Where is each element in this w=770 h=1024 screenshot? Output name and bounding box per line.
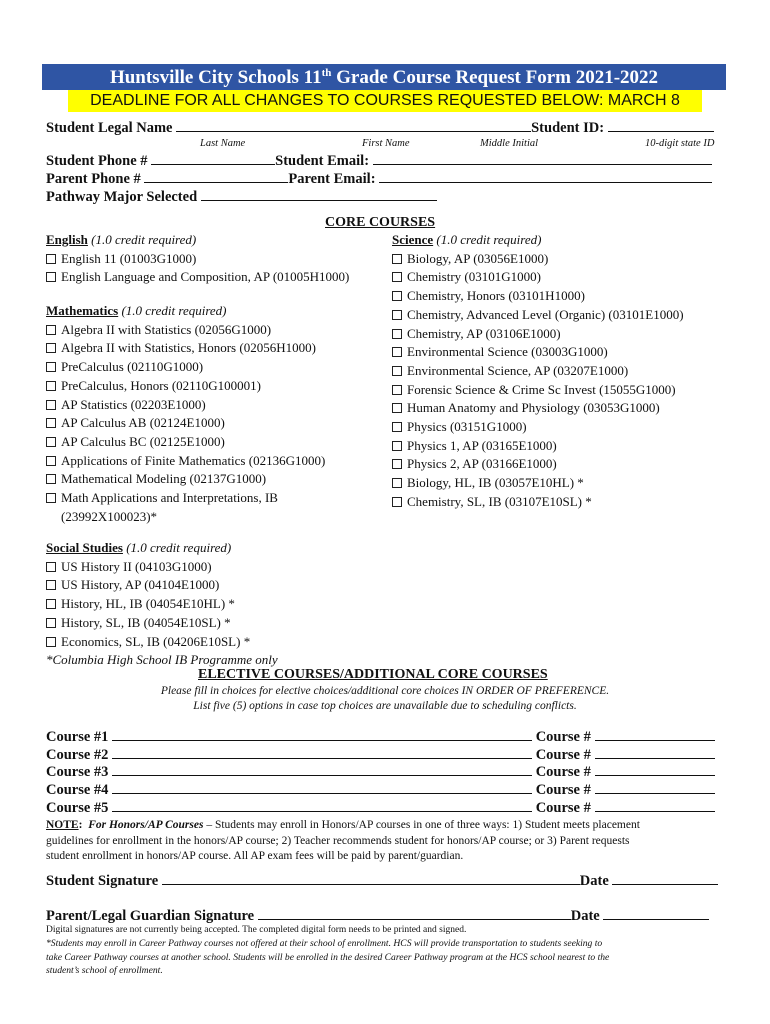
course-label: AP Calculus AB (02124E1000) <box>61 415 225 431</box>
course-label: Mathematical Modeling (02137G1000) <box>61 471 267 487</box>
parent-email-field[interactable] <box>379 182 712 183</box>
course-label: Physics 2, AP (03166E1000) <box>407 456 557 472</box>
list-item[interactable] <box>392 474 684 493</box>
course-label: PreCalculus (02110G1000) <box>61 359 204 375</box>
course-label: Biology, AP (03056E1000) <box>407 250 549 266</box>
course-name-field[interactable] <box>112 811 532 812</box>
math-title: Mathematics <box>46 303 119 318</box>
course-label: Course #5 <box>46 799 109 816</box>
student-signature-label: Student Signature <box>46 873 159 889</box>
course-number-label: Course # <box>535 746 591 763</box>
pathway-label: Pathway Major Selected <box>46 189 198 205</box>
course-label: Course #2 <box>46 746 109 763</box>
list-item[interactable] <box>392 418 684 437</box>
student-phone-label: Student Phone # <box>46 153 148 169</box>
course-label: Algebra II with Statistics (02056G1000) <box>61 321 272 337</box>
pathway-note-line-2: take Career Pathway courses at another school. Students will be enrolled in the desired Career Pathway program at the HCS school nearest to the <box>46 951 610 963</box>
checkbox[interactable] <box>392 478 402 488</box>
checkbox[interactable] <box>392 459 402 469</box>
checkbox[interactable] <box>46 381 56 391</box>
list-item[interactable] <box>46 595 278 614</box>
student-signature-field[interactable] <box>162 884 580 885</box>
student-email-field[interactable] <box>373 164 712 165</box>
list-item[interactable] <box>46 268 349 287</box>
course-label: History, HL, IB (04054E10HL) * <box>61 596 235 612</box>
course-label: Forensic Science & Crime Sc Invest (15055G1000) <box>407 381 676 397</box>
electives-instruction-2: List five (5) options in case top choices are unavailable due to scheduling conflicts. <box>193 700 577 712</box>
social-studies-title: Social Studies <box>46 540 123 555</box>
course-number-field[interactable] <box>595 740 715 741</box>
checkbox[interactable] <box>392 254 402 264</box>
course-number-label: Course # <box>535 799 591 816</box>
course-label: Course #4 <box>46 782 109 799</box>
list-item[interactable] <box>46 489 325 508</box>
course-number-field[interactable] <box>595 811 715 812</box>
list-item[interactable] <box>46 576 278 595</box>
parent-date-field[interactable] <box>603 919 709 920</box>
student-name-field[interactable] <box>176 131 531 132</box>
checkbox[interactable] <box>46 325 56 335</box>
course-label: AP Calculus BC (02125E1000) <box>61 433 225 449</box>
list-item[interactable] <box>392 343 684 362</box>
form-title-banner <box>42 64 726 90</box>
course-name-field[interactable] <box>112 758 532 759</box>
note-line-2: guidelines for enrollment in the honors/AP course; 2) Teacher recommends student for honors/AP course; or 3) Parent requests <box>46 834 630 847</box>
student-contact-row <box>46 153 712 170</box>
note-colon: : <box>78 819 83 831</box>
list-item-continuation: (23992X100023)* <box>61 508 158 524</box>
social-studies-section <box>46 539 278 670</box>
student-email-label: Student Email: <box>275 153 370 169</box>
course-label: Biology, HL, IB (03057E10HL) * <box>407 475 584 491</box>
course-label: Chemistry, Advanced Level (Organic) (03101E1000) <box>407 306 684 322</box>
course-label: PreCalculus, Honors (02110G100001) <box>61 377 261 393</box>
checkbox[interactable] <box>46 418 56 428</box>
parent-signature-label: Parent/Legal Guardian Signature <box>46 908 255 924</box>
course-label: US History II (04103G1000) <box>61 558 212 574</box>
list-item[interactable] <box>392 381 684 400</box>
checkbox[interactable] <box>46 362 56 372</box>
list-item[interactable] <box>46 452 325 471</box>
student-signature-row <box>46 873 718 890</box>
student-date-field[interactable] <box>612 884 718 885</box>
checkbox[interactable] <box>46 493 56 503</box>
course-label: English 11 (01003G1000) <box>61 250 197 266</box>
checkbox[interactable] <box>46 562 56 572</box>
list-item[interactable] <box>392 437 684 456</box>
course-label: Economics, SL, IB (04206E10SL) * <box>61 633 251 649</box>
checkbox[interactable] <box>46 272 56 282</box>
checkbox[interactable] <box>392 366 402 376</box>
electives-heading: ELECTIVE COURSES/ADDITIONAL CORE COURSES <box>198 667 548 682</box>
note-line-3: student enrollment in honors/AP course. All AP exam fees will be paid by parent/guardian. <box>46 850 464 862</box>
science-title: Science <box>392 232 434 247</box>
course-number-field[interactable] <box>595 793 715 794</box>
checkbox[interactable] <box>392 385 402 395</box>
course-label: AP Statistics (02203E1000) <box>61 396 206 412</box>
parent-contact-row <box>46 171 712 188</box>
course-label: Applications of Finite Mathematics (02136G1000) <box>61 452 326 468</box>
title-rest: Grade Course Request Form 2021-2022 <box>331 67 659 88</box>
pathway-row <box>46 189 437 206</box>
english-section <box>46 231 349 287</box>
checkbox[interactable] <box>46 474 56 484</box>
list-item[interactable] <box>392 306 684 325</box>
course-label: Algebra II with Statistics, Honors (02056H1000) <box>61 340 316 356</box>
pathway-field[interactable] <box>201 200 437 201</box>
checkbox[interactable] <box>392 497 402 507</box>
parent-phone-field[interactable] <box>144 182 288 183</box>
title-superscript: th <box>321 67 332 79</box>
digital-signature-note: Digital signatures are not currently being accepted. The completed digital form needs to be printed and signed. <box>46 925 467 935</box>
course-number-label: Course # <box>535 764 591 781</box>
course-label: Environmental Science, AP (03207E1000) <box>407 362 629 378</box>
pathway-note-line-1: *Students may enroll in Career Pathway courses not offered at their school of enrollment. HCS will provide transportation to students seeking to <box>46 938 603 949</box>
middle-initial-caption: Middle Initial <box>480 138 539 149</box>
course-label: Chemistry, Honors (03101H1000) <box>407 288 585 304</box>
course-label: Math Applications and Interpretations, IB <box>61 490 278 506</box>
checkbox[interactable] <box>46 343 56 353</box>
date-label: Date <box>579 873 609 889</box>
first-name-caption: First Name <box>362 138 410 149</box>
title-main: Huntsville City Schools 11 <box>109 67 322 88</box>
elective-row <box>46 782 715 800</box>
checkbox[interactable] <box>46 400 56 410</box>
list-item[interactable] <box>46 396 325 415</box>
list-item[interactable] <box>392 268 684 287</box>
list-item[interactable] <box>392 325 684 344</box>
student-id-label: Student ID: <box>531 120 605 136</box>
list-item[interactable] <box>392 399 684 418</box>
math-section <box>46 302 325 526</box>
course-name-field[interactable] <box>112 793 532 794</box>
career-pathway-note <box>46 937 609 978</box>
course-label: History, SL, IB (04054E10SL) * <box>61 614 231 630</box>
course-label: Human Anatomy and Physiology (03053G1000) <box>407 400 660 416</box>
form-title <box>110 67 658 88</box>
list-item[interactable] <box>46 558 278 577</box>
list-item[interactable] <box>46 321 325 340</box>
electives-instruction-1: Please fill in choices for elective choices/additional core choices IN ORDER OF PREFERENCE. <box>160 685 610 697</box>
parent-email-label: Parent Email: <box>288 171 376 187</box>
list-item[interactable] <box>46 470 325 489</box>
math-credit-note: (1.0 credit required) <box>118 303 227 318</box>
checkbox[interactable] <box>46 618 56 628</box>
checkbox[interactable] <box>392 441 402 451</box>
student-phone-field[interactable] <box>151 164 275 165</box>
social-studies-credit-note: (1.0 credit required) <box>122 540 232 555</box>
student-name-label: Student Legal Name <box>46 120 173 136</box>
state-id-caption: 10-digit state ID <box>645 138 715 149</box>
deadline-banner: DEADLINE FOR ALL CHANGES TO COURSES REQUESTED BELOW: MARCH 8 <box>68 90 702 112</box>
note-label: NOTE <box>46 819 79 831</box>
checkbox[interactable] <box>46 599 56 609</box>
elective-row <box>46 764 715 782</box>
checkbox[interactable] <box>392 291 402 301</box>
checkbox[interactable] <box>46 637 56 647</box>
date-label: Date <box>570 908 600 924</box>
pathway-note-line-3: student’s school of enrollment. <box>46 965 163 976</box>
course-label: Physics (03151G1000) <box>407 419 527 435</box>
list-item[interactable] <box>46 339 325 358</box>
checkbox[interactable] <box>392 422 402 432</box>
course-label: English Language and Composition, AP (01005H1000) <box>61 269 350 285</box>
science-credit-note: (1.0 credit required) <box>433 232 542 247</box>
list-item[interactable] <box>46 414 325 433</box>
parent-signature-field[interactable] <box>258 919 571 920</box>
checkbox[interactable] <box>392 329 402 339</box>
checkbox[interactable] <box>46 437 56 447</box>
checkbox[interactable] <box>46 254 56 264</box>
list-item[interactable] <box>46 250 349 269</box>
checkbox[interactable] <box>392 310 402 320</box>
english-credit-note: (1.0 credit required) <box>87 232 197 247</box>
elective-row <box>46 800 715 818</box>
list-item[interactable] <box>46 433 325 452</box>
course-name-field[interactable] <box>112 775 532 776</box>
checkbox[interactable] <box>392 403 402 413</box>
english-title: English <box>46 232 88 247</box>
list-item[interactable] <box>392 362 684 381</box>
list-item[interactable] <box>46 358 325 377</box>
course-label: Environmental Science (03003G1000) <box>407 344 608 360</box>
course-label: Chemistry, AP (03106E1000) <box>407 325 561 341</box>
checkbox[interactable] <box>392 272 402 282</box>
course-label: Physics 1, AP (03165E1000) <box>407 437 557 453</box>
science-section <box>392 231 684 512</box>
course-name-field[interactable] <box>112 740 532 741</box>
note-emphasis: For Honors/AP Courses <box>88 819 204 831</box>
course-number-label: Course # <box>535 729 591 745</box>
elective-course-list <box>46 729 715 818</box>
checkbox[interactable] <box>46 580 56 590</box>
honors-ap-note <box>46 818 640 865</box>
note-line-1: – Students may enroll in Honors/AP courses in one of three ways: 1) Student meets placement <box>203 819 640 831</box>
list-item[interactable] <box>392 287 684 306</box>
list-item[interactable] <box>46 377 325 396</box>
list-item[interactable] <box>392 250 684 269</box>
student-id-field[interactable] <box>608 131 714 132</box>
course-label: Chemistry (03101G1000) <box>407 269 541 285</box>
parent-phone-label: Parent Phone # <box>46 171 141 187</box>
course-label: Course #1 <box>46 729 109 745</box>
parent-signature-row <box>46 908 709 925</box>
course-number-field[interactable] <box>595 775 715 776</box>
elective-row <box>46 747 715 765</box>
list-item[interactable] <box>46 614 278 633</box>
course-number-field[interactable] <box>595 758 715 759</box>
list-item[interactable] <box>392 455 684 474</box>
course-number-label: Course # <box>535 782 591 799</box>
list-item[interactable] <box>46 633 278 652</box>
core-courses-heading: CORE COURSES <box>325 215 436 230</box>
ib-footnote: *Columbia High School IB Programme only <box>46 652 278 668</box>
checkbox[interactable] <box>392 347 402 357</box>
course-label: Chemistry, SL, IB (03107E10SL) * <box>407 493 592 509</box>
course-label: Course #3 <box>46 764 109 781</box>
last-name-caption: Last Name <box>200 138 246 149</box>
list-item[interactable] <box>392 493 684 512</box>
student-name-row <box>46 120 714 137</box>
course-label: US History, AP (04104E1000) <box>61 577 220 593</box>
checkbox[interactable] <box>46 456 56 466</box>
elective-row <box>46 729 715 747</box>
